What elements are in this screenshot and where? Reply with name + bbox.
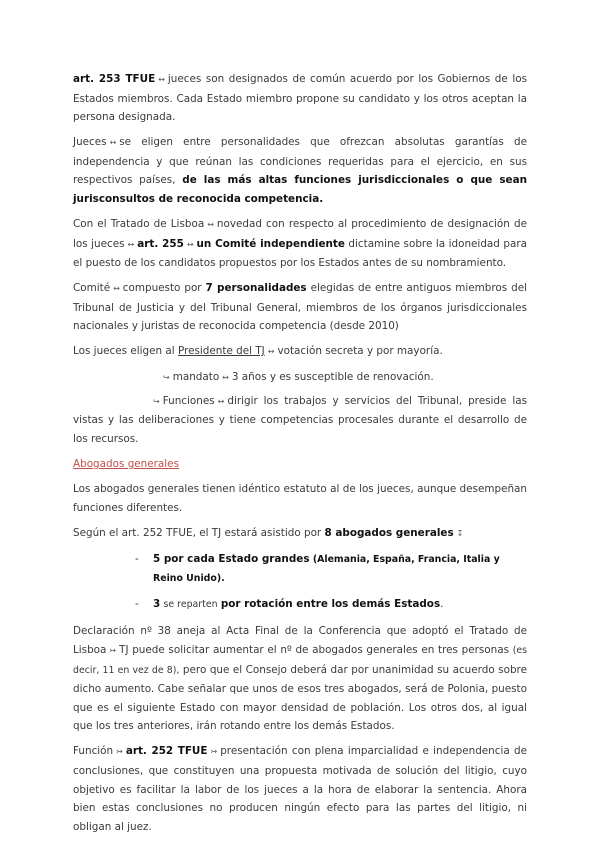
paragraph-text: Funciones <box>162 394 215 407</box>
tail-arrow-icon: ↣ <box>116 747 123 757</box>
paragraph-text: mandato <box>172 371 220 384</box>
hook-arrow-icon: ↪ <box>163 373 170 383</box>
bold-text: de las más altas funciones jurisdiccionales o que sean jurisconsultos de reconocida competencia. <box>73 174 527 205</box>
period: . <box>440 597 444 610</box>
section-heading <box>73 455 527 474</box>
sub-item-funciones <box>73 392 527 449</box>
paragraph-jueces <box>73 133 527 208</box>
paragraph-text: Los jueces eligen al <box>73 345 175 358</box>
paragraph-text: se eligen entre personalidades que ofrezcan absolutas garantías de independencia y que reúnan las condiciones requeridas para el ejercicio, en sus respectivos países, <box>73 136 527 187</box>
double-arrow-icon: ↔ <box>158 75 165 84</box>
list-dash: - <box>135 552 139 565</box>
double-arrow-icon: ↔ <box>217 396 225 406</box>
bold-text: un Comité independiente <box>196 237 345 250</box>
bold-text: 7 personalidades <box>205 282 307 295</box>
paragraph-text: dirigir los trabajos y servicios del Tribunal, preside las vistas y las deliberaciones y tiene competencias procesales durante el desarrollo de los recursos. <box>73 394 527 446</box>
paragraph-tratado-lisboa <box>73 215 527 273</box>
bold-small-text: (Alemania, España, Francia, Italia y Reino Unido). <box>153 553 500 585</box>
double-arrow-icon: ↔ <box>222 373 229 383</box>
lead-text: Comité <box>73 282 111 295</box>
paragraph-text: votación secreta y por mayoría. <box>277 345 443 358</box>
paragraph-text: Con el Tratado de Lisboa <box>73 217 205 230</box>
small-text: (es decir, 11 en vez de 8), <box>73 644 527 676</box>
tail-arrow-icon: ↣ <box>210 747 218 757</box>
double-arrow-icon: ↔ <box>267 347 275 357</box>
paragraph-art-253 <box>73 70 527 127</box>
paragraph-abogados-estatuto: Los abogados generales tienen idéntico estatuto al de los jueces, aunque desempeñan funciones diferentes. <box>73 483 527 514</box>
paragraph-text: jueces son designados de común acuerdo por los Gobiernos de los Estados miembros. Cada Estado miembro propone su candidato y los otros aceptan la persona designada. <box>73 73 527 124</box>
bold-text: 3 <box>153 597 161 610</box>
paragraph-text: pero que el Consejo deberá dar por unanimidad su acuerdo sobre dicho aumento. Cabe señalar que unos de esos tres abogados, será de Polonia, puesto que es el siguiente Estado con mayor densidad de población. Los otros dos, al igual que los tres anteriores, irán rotando entre los demás Estados. <box>73 663 527 733</box>
paragraph-text: Según el art. 252 TFUE, el TJ estará asistido por <box>73 526 322 539</box>
paragraph-declaracion-38 <box>73 622 527 736</box>
paragraph-text: Declaración nº 38 aneja al Acta Final de la Conferencia que adoptó el Tratado de Lisboa <box>73 625 527 656</box>
lead-text: Jueces <box>73 136 107 149</box>
double-arrow-icon: ↔ <box>207 219 214 229</box>
list-dash: - <box>135 597 139 610</box>
double-arrow-icon: ↔ <box>186 239 194 249</box>
article-ref: art. 252 TFUE <box>125 745 208 758</box>
list-item <box>73 550 527 589</box>
bold-text: por rotación entre los demás Estados <box>220 597 441 610</box>
paragraph-comite <box>73 279 527 336</box>
paragraph-funcion <box>73 742 527 836</box>
double-arrow-icon: ↔ <box>127 239 135 249</box>
bold-text: 5 por cada Estado grandes <box>153 552 310 565</box>
paragraph-text: 3 años y es susceptible de renovación. <box>231 371 434 384</box>
underlined-text: Presidente del TJ <box>177 345 265 358</box>
small-text: se reparten <box>163 598 218 610</box>
down-arrow-icon: ↧ <box>456 528 464 538</box>
article-ref: art. 255 <box>137 237 184 250</box>
paragraph-text: compuesto por <box>122 282 202 295</box>
lead-text: Función <box>73 745 114 758</box>
double-arrow-icon: ↔ <box>113 284 120 294</box>
heading-abogados-generales: Abogados generales <box>73 458 179 471</box>
hook-arrow-icon: ↪ <box>153 396 160 406</box>
paragraph-text: dictamine sobre la idoneidad para el puesto de los candidatos propuestos por los Estados antes de su nombramiento. <box>73 237 527 270</box>
double-arrow-icon: ↔ <box>109 138 117 148</box>
paragraph-presidente <box>73 342 527 362</box>
paragraph-art-252 <box>73 524 527 544</box>
paragraph-text: elegidas de entre antiguos miembros del Tribunal de Justicia y del Tribunal General, miembros de los órganos jurisdiccionales nacionales y juristas de reconocida competencia (desde 2010) <box>73 282 527 333</box>
paragraph-text: novedad con respecto al procedimiento de designación de los jueces <box>73 217 527 250</box>
article-ref: art. 253 TFUE <box>73 73 156 85</box>
list-item <box>73 595 527 615</box>
sub-item-mandato <box>73 368 527 388</box>
bold-text: 8 abogados generales <box>324 526 454 539</box>
paragraph-text: TJ puede solicitar aumentar el nº de abogados generales en tres personas <box>119 643 510 656</box>
tail-arrow-icon: ↣ <box>109 645 117 655</box>
paragraph-text: presentación con plena imparcialidad e independencia de conclusiones, que constituyen una propuesta motivada de solución del litigio, cuyo objetivo es facilitar la labor de los jueces a la hora de elaborar la sentencia. Ahora bien estas conclusiones no producen ningún efecto para las partes del litigio, ni obligan al juez. <box>73 745 528 833</box>
